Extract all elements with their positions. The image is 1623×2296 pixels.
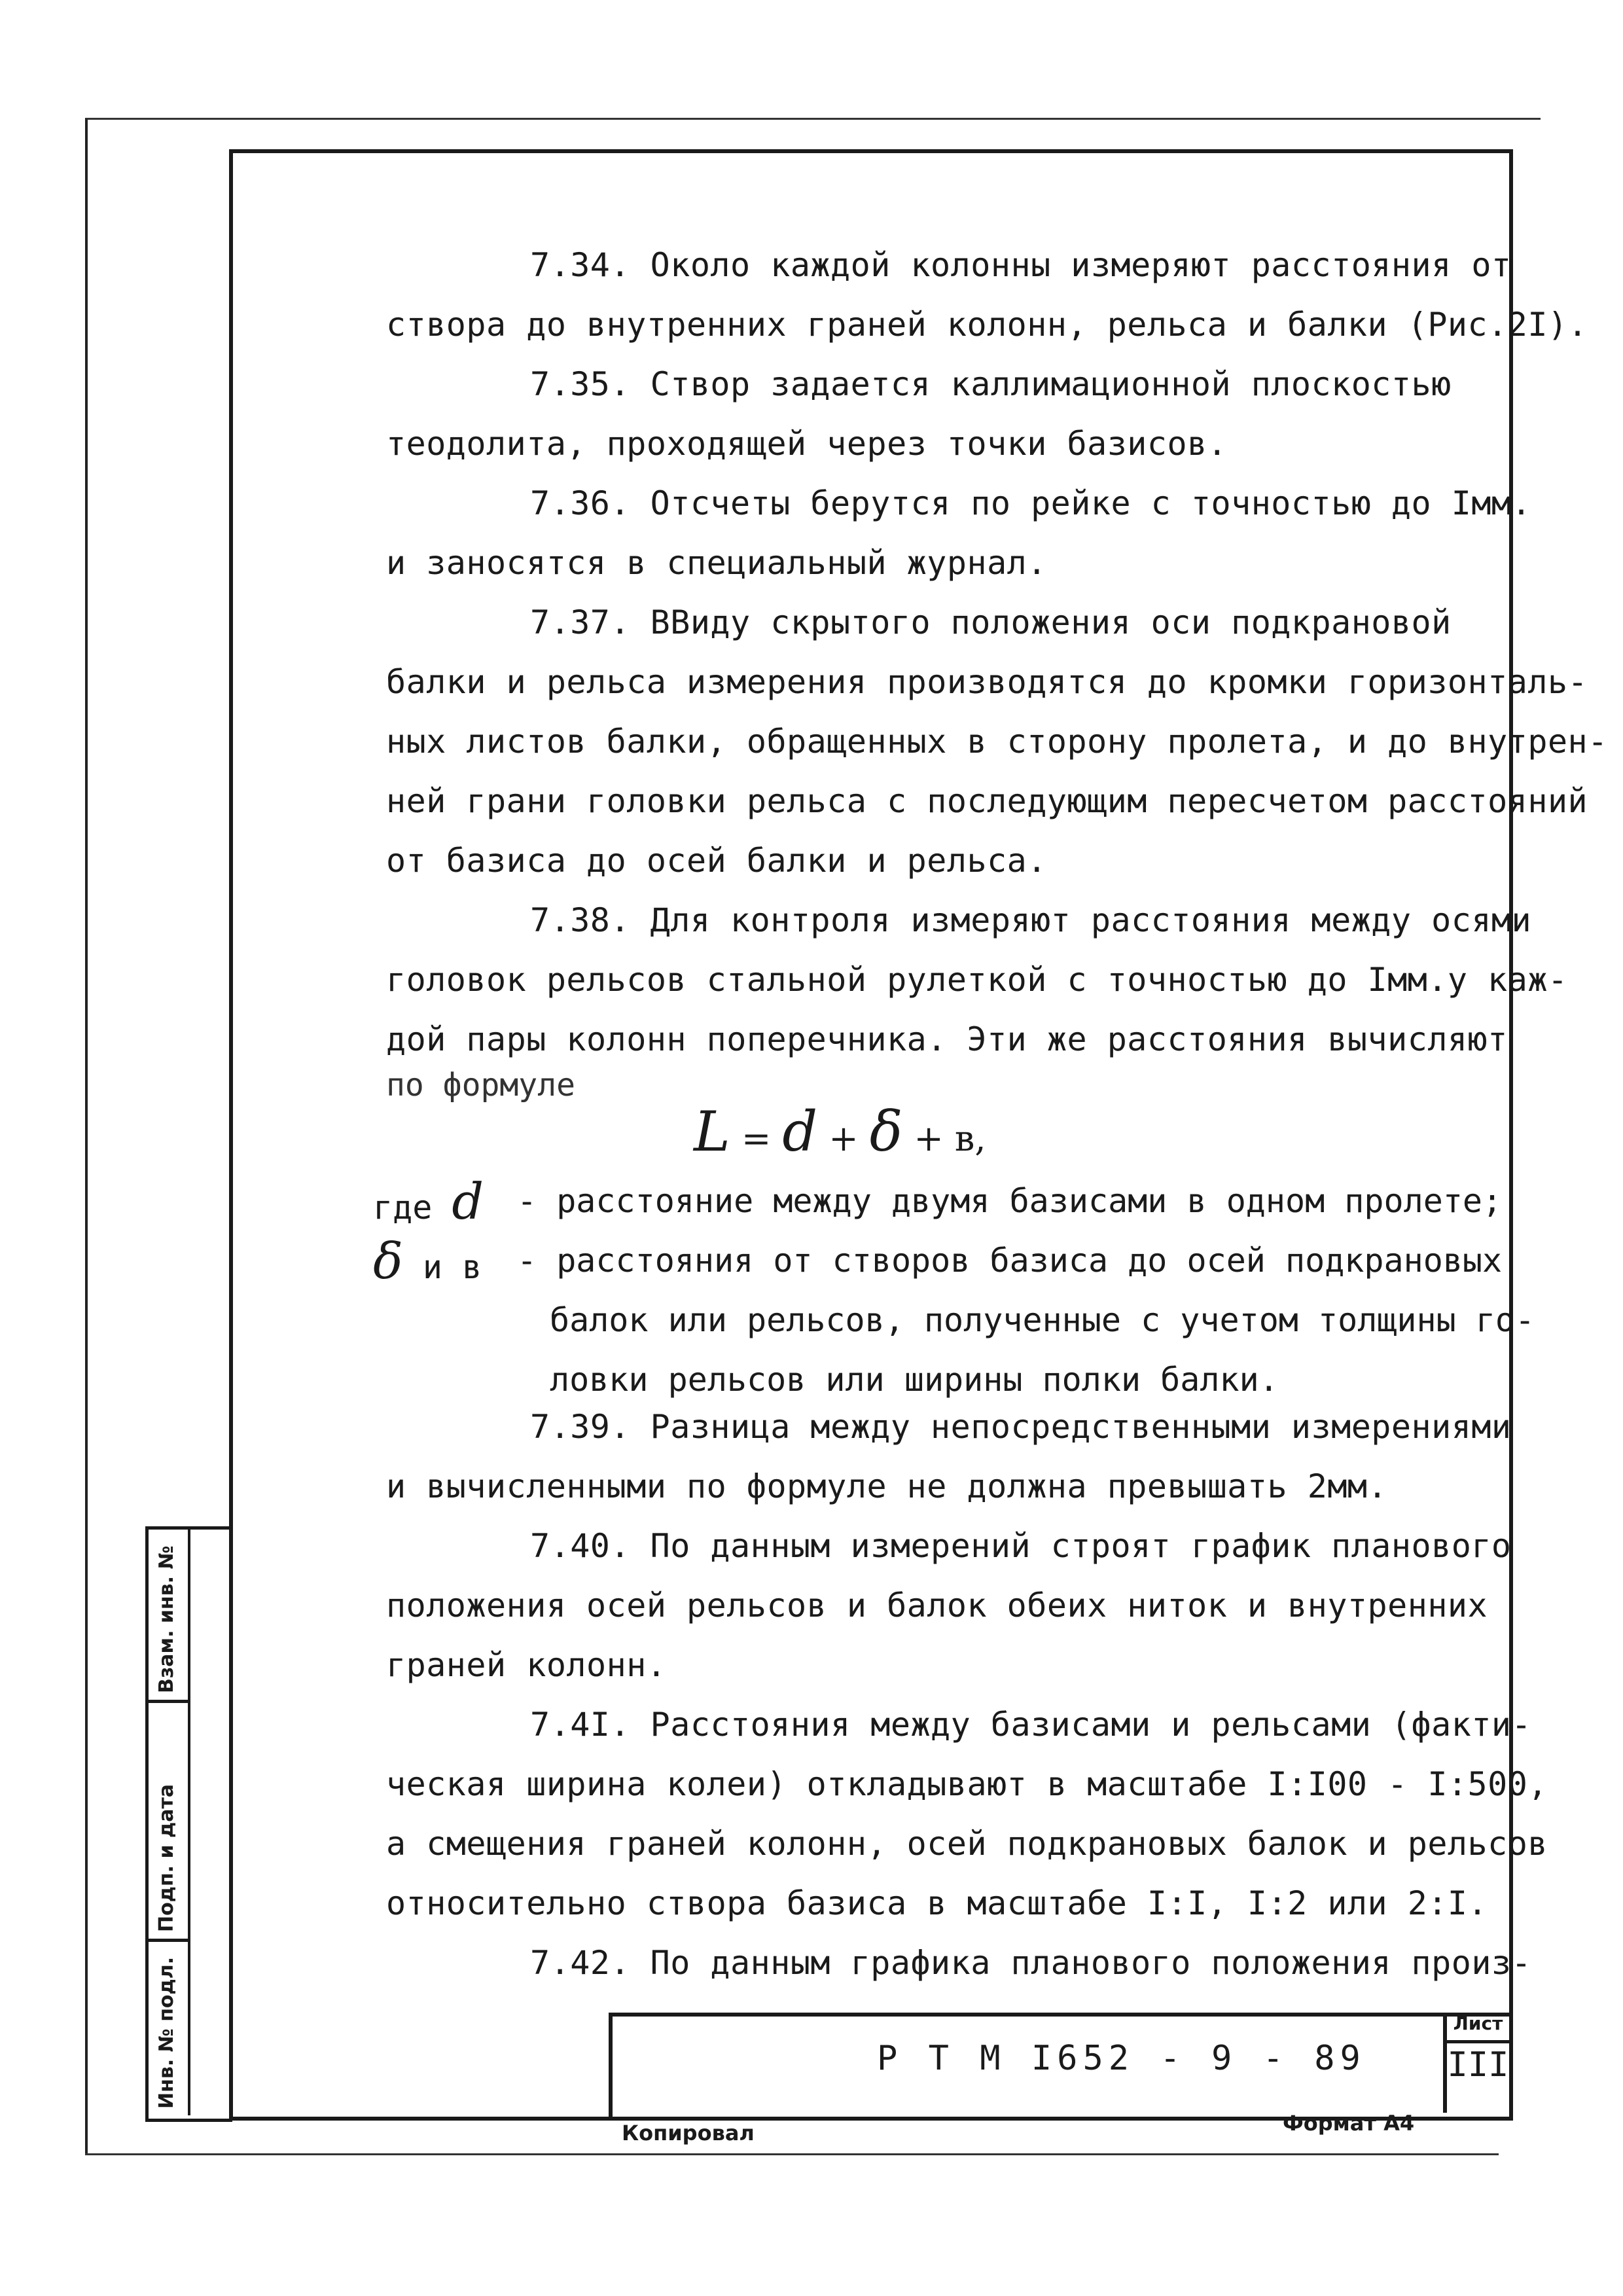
text-line: головок рельсов стальной рулеткой с точностью до Iмм.у каж- xyxy=(386,961,1568,999)
formula-lhs: L xyxy=(694,1100,730,1164)
text-line: граней колонн. xyxy=(386,1646,667,1684)
legend-description: балок или рельсов, полученные с учетом толщины го- xyxy=(550,1301,1535,1339)
text-line: балки и рельса измерения производятся до кромки горизонталь- xyxy=(386,663,1588,701)
text-line: 7.34. Около каждой колонны измеряют расстояния от xyxy=(530,246,1512,284)
text-line: створа до внутренних граней колонн, рельса и балки (Рис.2I). xyxy=(386,306,1588,344)
legend-row xyxy=(373,1291,1535,1350)
footer-copied: Копировал xyxy=(622,2121,755,2145)
text-line: 7.35. Створ задается каллимационной плоскостью xyxy=(530,365,1452,403)
text-line: дой пары колонн поперечника. Эти же расстояния вычисляют xyxy=(386,1020,1508,1058)
footer-format: Формат А4 xyxy=(1283,2111,1415,2136)
legend-row xyxy=(373,1172,1512,1231)
text-line: 7.42. По данным графика планового положения произ- xyxy=(530,1944,1532,1982)
body-text-upper xyxy=(386,236,1608,1069)
text-line: 7.37. ВВиду скрытого положения оси подкрановой xyxy=(530,603,1452,641)
legend-row xyxy=(373,1231,1512,1291)
sheet-number: III xyxy=(1447,2045,1509,2085)
side-label: Взам. инв. № xyxy=(155,1545,178,1693)
text-line: 7.36. Отсчеты берутся по рейке с точностью до Iмм. xyxy=(530,484,1532,522)
text-line: 7.40. По данным измерений строят график планового xyxy=(530,1527,1512,1565)
text-line: ческая ширина колеи) откладывают в масштабе I:I00 - I:500, xyxy=(386,1765,1548,1803)
side-label: Инв. № подл. xyxy=(155,1956,178,2109)
text-line: ней грани головки рельса с последующим пересчетом расстояний xyxy=(386,782,1588,820)
text-line: 7.4I. Расстояния между базисами и рельсами (факти- xyxy=(530,1706,1532,1744)
text-line: положения осей рельсов и балок обеих ниток и внутренних xyxy=(386,1587,1488,1624)
text-line: 7.39. Разница между непосредственными измерениями xyxy=(530,1408,1512,1446)
formula-b: в, xyxy=(954,1118,986,1159)
formula-eq: = xyxy=(741,1118,772,1159)
side-cell xyxy=(149,1942,190,2115)
formula-delta: δ xyxy=(869,1100,903,1164)
paragraph-7-37 xyxy=(386,593,1608,891)
legend-symbol: δ и в xyxy=(373,1232,482,1290)
paragraph-7-34 xyxy=(386,236,1588,355)
text-line: и вычисленными по формуле не должна превышать 2мм. xyxy=(386,1467,1388,1505)
formula xyxy=(694,1100,986,1164)
side-cell xyxy=(149,1530,190,1703)
side-cell xyxy=(149,1703,190,1942)
paragraph-7-36 xyxy=(386,474,1532,593)
text-line: относительно створа базиса в масштабе I:I, I:2 или 2:I. xyxy=(386,1884,1488,1922)
legend-description: - расстояние между двумя базисами в одном пролете; xyxy=(517,1182,1503,1220)
paragraph-7-42 xyxy=(386,1933,1532,1993)
outer-frame-bottom xyxy=(85,2153,1499,2155)
formula-legend xyxy=(373,1172,1535,1410)
text-line: от базиса до осей балки и рельса. xyxy=(386,842,1047,880)
body-text-lower xyxy=(386,1397,1548,1993)
text-line: 7.38. Для контроля измеряют расстояния между осями xyxy=(530,901,1532,939)
sheet-box xyxy=(1443,2013,1509,2113)
legend-description: - расстояния от створов базиса до осей подкрановых xyxy=(517,1242,1503,1280)
side-stamp-table xyxy=(145,1526,232,2122)
legend-symbol: где d xyxy=(373,1172,484,1230)
paragraph-7-40 xyxy=(386,1516,1512,1695)
formula-label: по формуле xyxy=(386,1067,575,1103)
text-line: и заносятся в специальный журнал. xyxy=(386,544,1047,582)
paragraph-7-38 xyxy=(386,891,1568,1069)
sheet-label: Лист xyxy=(1447,2013,1509,2043)
side-label: Подп. и дата xyxy=(155,1784,178,1932)
paragraph-7-39 xyxy=(386,1397,1512,1516)
text-line: ных листов балки, обращенных в сторону пролета, и до внутрен- xyxy=(386,723,1608,761)
formula-d: d xyxy=(782,1100,818,1164)
paragraph-7-35 xyxy=(386,355,1499,474)
legend-description: ловки рельсов или ширины полки балки. xyxy=(550,1361,1279,1399)
document-code: Р Т М I652 - 9 - 89 xyxy=(877,2039,1366,2078)
text-line: а смещения граней колонн, осей подкрановых балок и рельсов xyxy=(386,1825,1548,1863)
formula-plus: + xyxy=(914,1118,944,1159)
text-line: теодолита, проходящей через точки базисов. xyxy=(386,425,1228,463)
paragraph-7-41 xyxy=(386,1695,1548,1933)
formula-plus: + xyxy=(829,1118,859,1159)
